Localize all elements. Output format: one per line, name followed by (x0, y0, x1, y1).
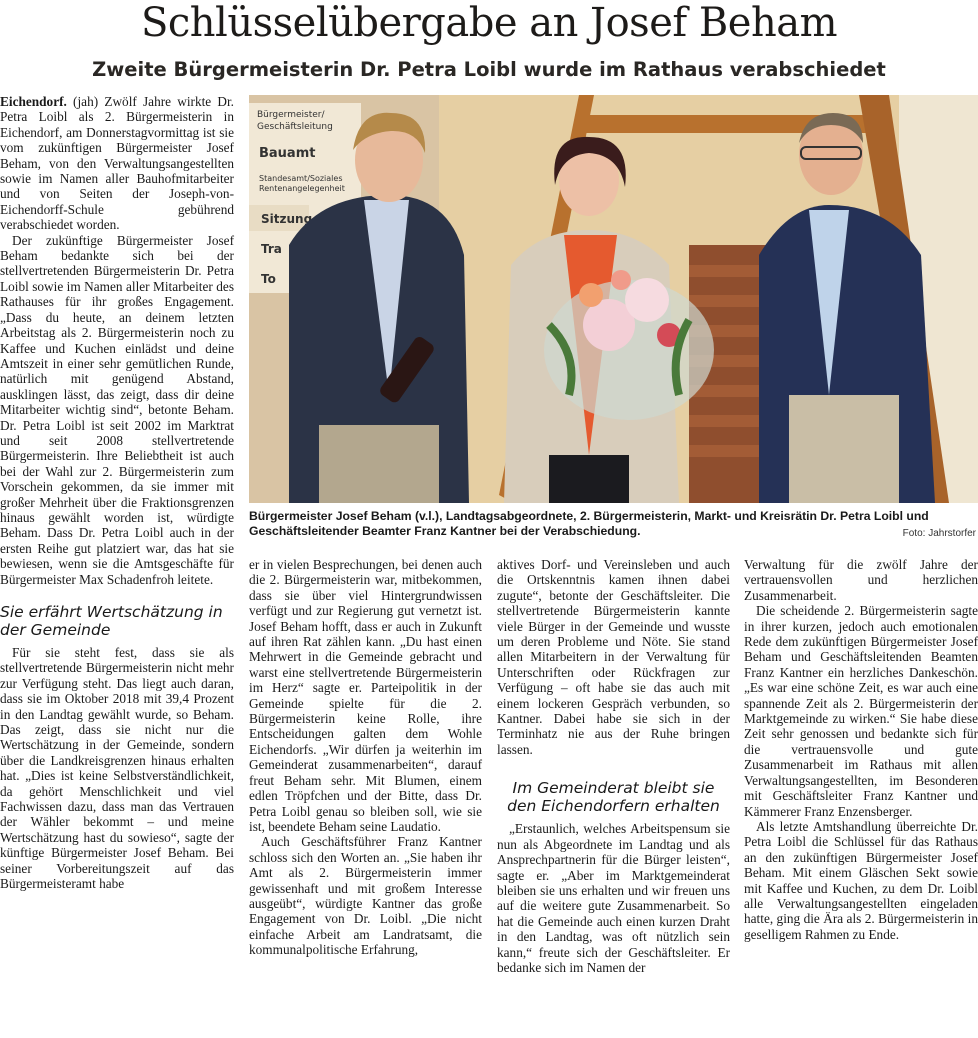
paragraph: Verwaltung für die zwölf Jahre der vertrauensvollen und herzlichen Zusammenarbeit. (744, 557, 978, 603)
article-column-1 (0, 94, 234, 892)
photo-caption: Bürgermeister Josef Beham (v.l.), Landtagsabgeordnete, 2. Bürgermeisterin, Markt- und Kreisrätin Dr. Petra Loibl und Geschäftsleitender Beamter Franz Kantner bei der Verabschiedung. (249, 509, 929, 538)
sign-text: To (261, 272, 276, 286)
dateline: Eichendorf. (0, 94, 67, 109)
article-column-3 (497, 557, 730, 975)
article-column-2 (249, 557, 482, 958)
sign-text: Tra (261, 242, 282, 256)
sign-text: Bauamt (259, 146, 316, 161)
subheading: Sie erfährt Wertschätzung in der Gemeinde (0, 603, 223, 639)
paragraph-intro-text: (jah) Zwölf Jahre wirkte Dr. Petra Loibl als 2. Bürgermeisterin in Eichendorf, am Donnerstagvormittag ist sie vom zukünftigen Bürgermeister Josef Beham, von den Verwaltungsangestellten sowie im Namen aller Bauhofmitarbeiter und von Seiten der Joseph-von-Eichendorff-Schule gebührend verabschiedet worden. (0, 94, 234, 233)
photo-credit: Foto: Jahrstorfer (902, 528, 976, 539)
paragraph: Als letzte Amtshandlung überreichte Dr. Petra Loibl die Schlüssel für das Rathaus an den zukünftigen Bürgermeister Josef Beham. Mit einem Gläschen Sekt sowie mit Kaffee und Kuchen, zu dem Dr. Loibl alle Verwaltungsangestellten eingeladen hatte, ging die Ära als 2. Bürgermeisterin in geselligem Rahmen zu Ende. (744, 818, 978, 942)
sign-text: Bürgermeister/ (257, 110, 325, 120)
paragraph: Die scheidende 2. Bürgermeisterin sagte in ihrer kurzen, jedoch auch emotionalen Rede dem zukünftigen Bürgermeister Josef Beham und Geschäftsleitenden Beamten Franz Kantner ein herzliches Dankeschön. „Es war eine schöne Zeit, es war auch eine spannende Zeit als 2. Bürgermeisterin der Marktgemeinde zu wirken.“ Sie habe diese Zeit sehr genossen und bedankte sich für die vertrauensvolle und gute Zusammenarbeit im Rathaus mit allen Verwaltungsangestellten, im Besonderen mit Geschäftsleiter Franz Kantner und Kämmerer Franz Enzensberger. (744, 603, 978, 819)
sign-text: Geschäftsleitung (257, 122, 333, 132)
sign-text: Sitzung (261, 212, 313, 226)
headline: Schlüsselübergabe an Josef Beham (140, 0, 837, 46)
paragraph-intro (0, 94, 234, 233)
subheadline: Zweite Bürgermeisterin Dr. Petra Loibl wurde im Rathaus verabschiedet (92, 58, 886, 81)
sign-text: Standesamt/Soziales (259, 174, 343, 183)
photo-illustration (249, 95, 978, 503)
paragraph: Der zukünftige Bürgermeister Josef Beham bedankte sich bei der stellvertretenden Bürgermeisterin Dr. Petra Loibl sowie im Namen aller Mitarbeiter des Rathauses für ihr großes Engagement. „Dass du heute, an deinem letzten Arbeitstag als 2. Bürgermeisterin noch zu Kaffee und Kuchen einlädst und deine Amtszeit in einer sehr gemütlichen Runde, natürlich mit genügend Abstand, ausklingen lässt, das zeigt, dass dir deine Mitarbeiter wichtig sind“, betonte Beham. Dr. Petra Loibl ist seit 2002 im Marktrat und seit 2008 stellvertretende Bürgermeisterin. Ihre Beliebtheit ist auch bei der Wahl zur 2. Bürgermeisterin zum Vorschein gekommen, da sie immer mit großer Mehrheit über die Fraktionsgrenzen hinaus gewählt worden ist, würdigte Beham. Dass Dr. Petra Loibl auch in der ersten Reihe gut platziert war, das hat sie bewiesen, wenn sie die Amtsgeschäfte für Bürgermeister Max Schadenfroh leitete. (0, 232, 234, 587)
paragraph: Auch Geschäftsführer Franz Kantner schloss sich den Worten an. „Sie haben ihr Amt als 2. Bürgermeisterin immer gewissenhaft und mit großem Interesse ausgeübt“, würdigte Kantner das große Engagement von Dr. Loibl. „Die nicht einfache Arbeit am Landratsamt, die kommunalpolitische Erfahrung, (249, 834, 482, 958)
paragraph: „Erstaunlich, welches Arbeitspensum sie nun als Abgeordnete im Landtag und als Ansprechpartnerin für die Bürger leisten“, sagte er. „Aber im Marktgemeinderat bleiben sie uns erhalten und wir freuen uns auf die weitere gute Zusammenarbeit. So hat die Gemeinde auch einen kurzen Draht in den Landtag, was oft nützlich sein kann,“ freute sich der Geschäftsleiter. Er bedanke sich im Namen der (497, 821, 730, 975)
article-photo (249, 95, 978, 503)
sign-text: Rentenangelegenheit (259, 184, 345, 193)
paragraph: aktives Dorf- und Vereinsleben und auch die Ortskenntnis kamen ihnen dabei zugute“, betonte der Geschäftsleiter. Die stellvertretende Bürgermeisterin kannte viele Bürger in der Gemeinde und wusste um deren Probleme und Nöte. Sie stand allen Mitarbeitern in der Verwaltung für Unterschriften oder Rückfragen zur Verfügung – oft habe sie das auch mit einem lockeren Gespräch verbunden, so Kantner. Dabei habe sie sich in der Terminhatz nie aus der Ruhe bringen lassen. (497, 557, 730, 757)
paragraph: Für sie steht fest, dass sie als stellvertretende Bürgermeisterin nicht mehr zur Verfügung steht. Das liegt auch daran, dass sie im Oktober 2018 mit 39,4 Prozent in den Landtag gewählt wurde, so Beham. Das zeigt, dass sie nicht nur die Wertschätzung in der Gemeinde, sondern über die Landkreisgrenzen hinaus erhalten hat. „Dies ist keine Selbstverständlichkeit, da gehört Menschlichkeit und viel Fachwissen dazu, dass man das Vertrauen der Wähler bekommt – und meine Wertschätzung hast du sowieso“, sagte der künftige Bürgermeister Josef Beham. Bei seiner Vorbereitungszeit auf das Bürgermeisteramt habe (0, 645, 234, 892)
paragraph: er in vielen Besprechungen, bei denen auch die 2. Bürgermeisterin war, mitbekommen, dass sie über viel Hintergrundwissen verfügt und zur Regierung gut vernetzt ist. Josef Beham hofft, dass er auch in Zukunft auf ihren Rat zählen kann. „Du hast einen Mehrwert in die Gemeinde gebracht und warst eine stellvertretende Bürgermeisterin im Herz“ sagte er. Parteipolitik in der Gemeinde spielte für die 2. Bürgermeisterin keine Rolle, ihre Entscheidungen galten dem Wohle Eichendorfs. „Wir dürfen ja weiterhin im Gemeinderat zusammenarbeiten“, darauf freut Beham sehr. Mit Blumen, einem edlen Tröpfchen und der Bitte, dass Dr. Petra Loibl genau so bleiben soll, wie sie ist, beendete Beham seine Laudatio. (249, 557, 482, 834)
subheading: Im Gemeinderat bleibt sie den Eichendorfern erhalten (507, 779, 720, 816)
article-column-4 (744, 557, 978, 942)
